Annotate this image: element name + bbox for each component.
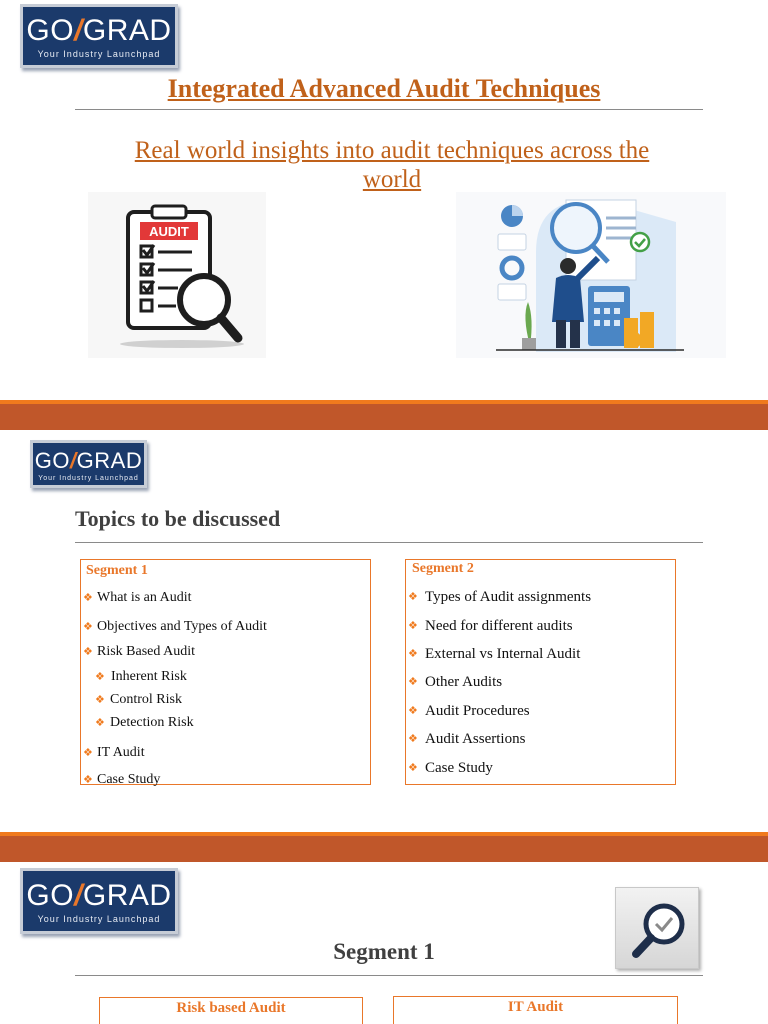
logo-tagline: Your Industry Launchpad bbox=[37, 49, 161, 59]
segment-2-label: Segment 2 bbox=[412, 561, 474, 576]
list-item: ❖ Types of Audit assignments bbox=[408, 589, 592, 605]
subtitle-link[interactable]: Real world insights into audit techniques across the world bbox=[134, 137, 650, 193]
audit-clipboard-icon bbox=[88, 192, 266, 358]
segment-1-box bbox=[80, 559, 371, 785]
logo-wordmark: GO/GRAD bbox=[26, 14, 172, 47]
diamond-bullet-icon: ❖ bbox=[408, 733, 418, 745]
heading-divider bbox=[75, 542, 703, 543]
list-item: ❖ What is an Audit bbox=[83, 590, 192, 605]
list-item: ❖ Detection Risk bbox=[95, 715, 194, 730]
list-item: ❖ Need for different audits bbox=[408, 618, 573, 634]
diamond-bullet-icon: ❖ bbox=[95, 717, 105, 729]
segment-1-label: Segment 1 bbox=[86, 563, 148, 578]
list-item: ❖ Audit Assertions bbox=[408, 731, 526, 747]
diamond-bullet-icon: ❖ bbox=[408, 648, 418, 660]
diamond-bullet-icon: ❖ bbox=[83, 592, 93, 604]
logo-wordmark: GO/GRAD bbox=[26, 879, 172, 912]
page-title[interactable]: Integrated Advanced Audit Techniques bbox=[167, 74, 601, 103]
analyst-illustration bbox=[456, 192, 726, 358]
logo-wordmark: GO/GRAD bbox=[34, 448, 143, 473]
slide-divider-band bbox=[0, 400, 768, 430]
list-item: ❖ Audit Procedures bbox=[408, 703, 530, 719]
diamond-bullet-icon: ❖ bbox=[408, 591, 418, 603]
slide-divider-band bbox=[0, 832, 768, 862]
list-item: ❖ Other Audits bbox=[408, 674, 503, 690]
audit-label: AUDIT bbox=[149, 224, 189, 239]
diamond-bullet-icon: ❖ bbox=[408, 705, 418, 717]
diamond-bullet-icon: ❖ bbox=[408, 620, 418, 632]
diamond-bullet-icon: ❖ bbox=[408, 676, 418, 688]
diamond-bullet-icon: ❖ bbox=[83, 774, 93, 786]
segment-2-box bbox=[405, 559, 676, 785]
segment-1-heading: Segment 1 bbox=[333, 939, 435, 964]
it-audit-box bbox=[393, 996, 678, 1024]
risk-based-audit-box bbox=[99, 997, 363, 1024]
heading-divider bbox=[75, 975, 703, 976]
list-item: ❖ Control Risk bbox=[95, 692, 182, 707]
gograd-logo bbox=[30, 440, 147, 488]
diamond-bullet-icon: ❖ bbox=[95, 671, 105, 683]
gograd-logo bbox=[20, 4, 178, 68]
logo-tagline: Your Industry Launchpad bbox=[38, 475, 139, 482]
topics-heading: Topics to be discussed bbox=[75, 506, 281, 531]
list-item: ❖ Case Study bbox=[83, 772, 161, 787]
list-item: ❖ External vs Internal Audit bbox=[408, 646, 581, 662]
diamond-bullet-icon: ❖ bbox=[408, 762, 418, 774]
list-item: ❖ Risk Based Audit bbox=[83, 644, 196, 659]
list-item: ❖ Case Study bbox=[408, 760, 493, 776]
diamond-bullet-icon: ❖ bbox=[83, 621, 93, 633]
gograd-logo bbox=[20, 868, 178, 934]
logo-tagline: Your Industry Launchpad bbox=[37, 914, 161, 924]
list-item: ❖ IT Audit bbox=[83, 745, 145, 760]
diamond-bullet-icon: ❖ bbox=[95, 694, 105, 706]
it-audit-title: IT Audit bbox=[507, 999, 564, 1015]
list-item: ❖ Inherent Risk bbox=[95, 669, 187, 684]
diamond-bullet-icon: ❖ bbox=[83, 747, 93, 759]
list-item: ❖ Objectives and Types of Audit bbox=[83, 619, 267, 634]
risk-based-audit-title: Risk based Audit bbox=[176, 1000, 286, 1016]
diamond-bullet-icon: ❖ bbox=[83, 646, 93, 658]
title-divider bbox=[75, 109, 703, 110]
